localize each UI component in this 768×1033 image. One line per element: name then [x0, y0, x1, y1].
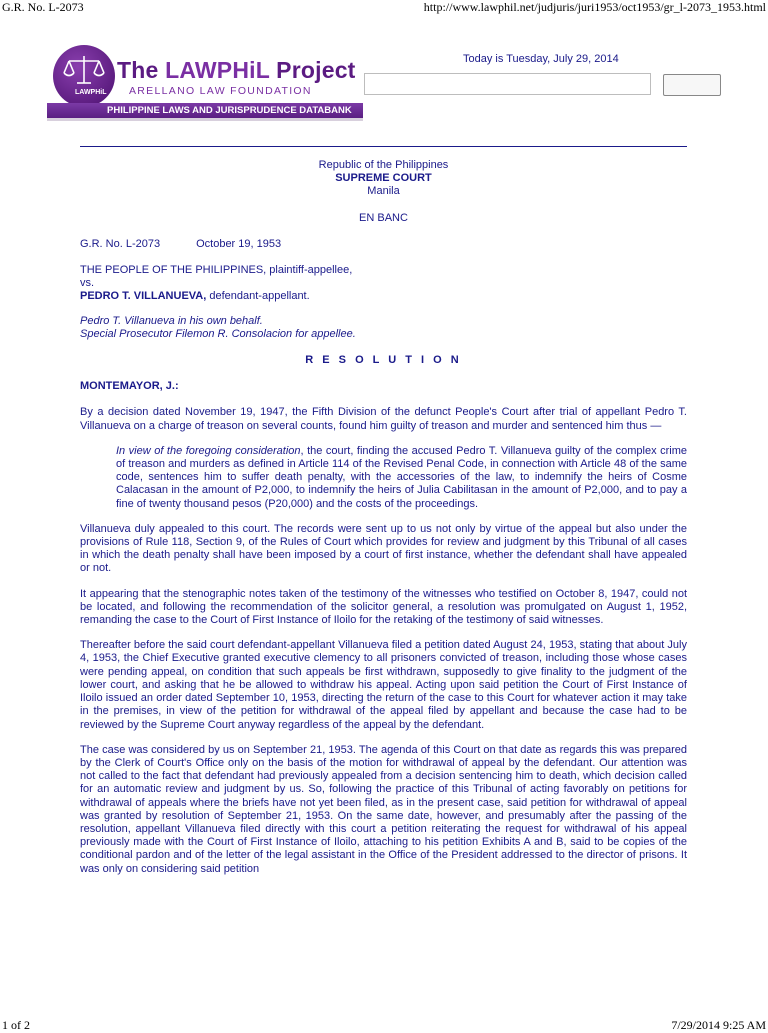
quote-text: , the court, finding the accused Pedro T. Villanueva guilty of the complex crime of treason and murders as defined in Article 114 of the Revised Penal Code, in connection with Article 48 of the same code, sentences him to suffer death penalty, with the accessories of the law, to indemnify the heirs of Cosme Calacasan in the amount of P2,000, to indemnify the heirs of Julia Cabilitasan in the amount of P2,000, and to pay a fine of twenty thousand pesos (P20,000) and the costs of the proceedings.	[116, 444, 687, 510]
resolution-heading: R E S O L U T I O N	[305, 354, 462, 367]
defendant-role: defendant-appellant.	[206, 290, 310, 303]
paragraph-5: The case was considered by us on September 21, 1953. The agenda of this Court on that date as regards this was prepared by the Clerk of Court's Office only on the basis of the motion for withdrawal of appeal by the defendant. Our attention was not called to the fact that defendant had previously appealed from a decision sentencing him to death, which decision called for an automatic review and judgment by us. So, following the practice of this Tribunal of acting favorably on petitions for withdrawal of appeals where the briefs have not yet been filed, as in the present case, said petition for withdrawal of appeal was granted by resolution of September 21, 1953. On the same date, however, and presumably after the passing of the resolution, appellant Villanueva filed directly with this court a petition reiterating the request for withdrawal of his appeal previously made with the Court of First Instance of Iloilo, attaching to his petition Exhibits A and B, said to be copies of the conditional pardon and of the letter of the legal assistant in the Office of the President addressed to the director of prisons. It was only on considering said petition	[80, 743, 687, 875]
site-title-the: The	[117, 57, 166, 83]
lawphil-banner[interactable]	[47, 43, 363, 121]
quoted-sentence	[116, 445, 687, 511]
gr-number: G.R. No. L-2073	[80, 237, 161, 250]
header-divider	[80, 146, 687, 147]
document-body	[80, 156, 687, 876]
paragraph-3: It appearing that the stenographic notes taken of the testimony of the witnesses who testified on October 8, 1947, could not be located, and following the recommendation of the solicitor general, a resolution was promulgated on August 1, 1952, remanding the case to the Court of First Instance of Iloilo for the retaking of the testimony of said witnesses.	[80, 587, 687, 627]
today-date: Today is Tuesday, July 29, 2014	[463, 53, 619, 65]
court-name: SUPREME COURT	[335, 172, 432, 185]
site-title-main: LAWPHiL	[165, 57, 270, 83]
site-title-end: Project	[269, 57, 356, 83]
quote-italic: In view of the foregoing consideration	[116, 444, 301, 457]
court-header	[80, 159, 687, 199]
databank-label: PHILIPPINE LAWS AND JURISPRUDENCE DATABANK	[107, 105, 352, 116]
defendant-name: PEDRO T. VILLANUEVA,	[80, 290, 207, 303]
ponente: MONTEMAYOR, J.:	[80, 380, 179, 393]
page-count: 1 of 2	[2, 1018, 30, 1032]
versus: vs.	[80, 277, 95, 290]
counsel	[80, 315, 687, 341]
division: EN BANC	[359, 211, 408, 224]
print-header-url: http://www.lawphil.net/judjuris/juri1953/oct1953/gr_l-2073_1953.html	[423, 0, 766, 14]
case-date: October 19, 1953	[196, 237, 282, 250]
scales-of-justice-icon	[61, 53, 107, 93]
print-timestamp: 7/29/2014 9:25 AM	[671, 1018, 766, 1032]
search-input[interactable]	[364, 73, 651, 95]
counsel-appellant: Pedro T. Villanueva in his own behalf.	[80, 314, 263, 327]
paragraph-4: Thereafter before the said court defendant-appellant Villanueva filed a petition dated August 24, 1953, stating that about July 4, 1953, the Chief Executive granted executive clemency to all prisoners convicted of treason, including those whose cases were pending appeal, on condition that such appeals be first withdrawn, supposedly to give finality to the judgment of the lower court, and asking that he be allowed to withdraw his appeal. Acting upon said petition the Court of First Instance of Iloilo issued an order dated September 10, 1953, directing the return of the case to this Court for whatever action it may take in the premises, in view of the petition for withdrawal of the appeal filed by appellant and because the case had to be reviewed by the Supreme Court anyway regardless of the appeal by the defendant.	[80, 639, 687, 731]
parties	[80, 264, 687, 304]
defendant	[80, 290, 687, 303]
banner-shadow	[47, 118, 363, 121]
counsel-appellee: Special Prosecutor Filemon R. Consolacion for appellee.	[80, 327, 356, 340]
databank-band	[47, 103, 363, 118]
print-header-title: G.R. No. L-2073	[2, 0, 84, 14]
logo-wordmark: LAWPHiL	[75, 89, 107, 96]
paragraph-2: Villanueva duly appealed to this court. The records were sent up to us not only by virtue of the appeal but also under the provisions of Rule 118, Section 9, of the Rules of Court which provides for review and judgment by this Tribunal of all cases in which the death penalty shall have been imposed by a court of first instance, whether the defendant shall have appealed or not.	[80, 522, 687, 575]
search-button[interactable]	[663, 74, 721, 96]
lawphil-logo	[53, 45, 115, 107]
site-foundation: ARELLANO LAW FOUNDATION	[129, 85, 312, 97]
case-number-line	[80, 238, 687, 251]
court-city: Manila	[367, 185, 400, 198]
paragraph-1: By a decision dated November 19, 1947, the Fifth Division of the defunct People's Court after trial of appellant Pedro T. Villanueva on a charge of treason on several counts, found him guilty of treason and murder and sentenced him thus —	[80, 406, 687, 432]
site-title	[117, 57, 356, 84]
plaintiff: THE PEOPLE OF THE PHILIPPINES, plaintiff-appellee,	[80, 264, 353, 277]
republic-line: Republic of the Philippines	[318, 159, 449, 171]
